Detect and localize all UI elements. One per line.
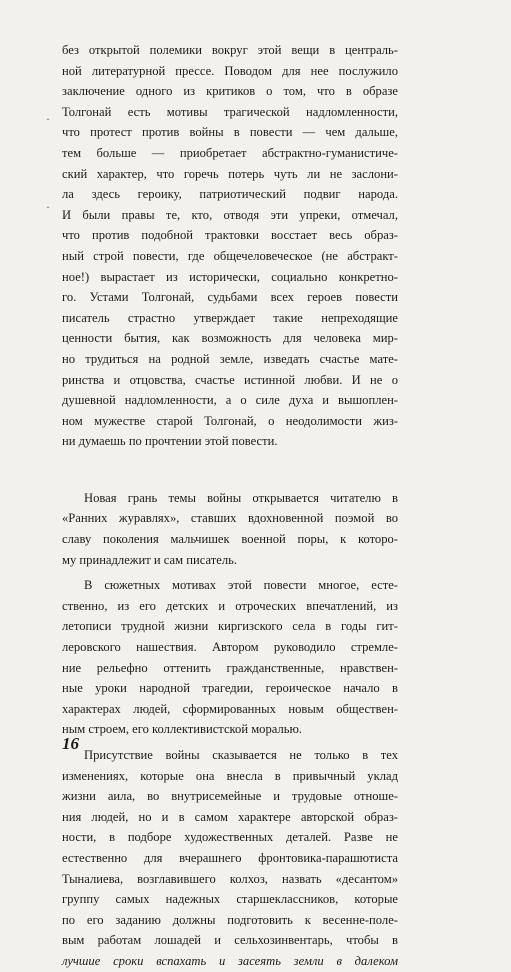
text-line: го. Устами Толгонай, судьбами всех героев повести xyxy=(62,290,398,305)
text-line: му принадлежит и сам писатель. xyxy=(62,552,237,567)
text-line: Толгонай есть мотивы трагической надломленности, xyxy=(62,104,398,119)
text-line: что протест против войны в повести — чем дальше, xyxy=(62,125,398,140)
text-line: ный строй повести, где общечеловеческое (не абстракт- xyxy=(62,248,398,263)
text-line: «Ранних журавлях», ставших вдохновенной поэмой во xyxy=(62,511,398,526)
text-line: характерах людей, сформированных новым обществен- xyxy=(62,701,398,716)
paragraph-2 xyxy=(62,488,398,570)
text-line: заключение одного из критиков о том, что в образе xyxy=(62,84,398,99)
text-line: леровского нашествия. Автором руководило стремле- xyxy=(62,640,398,655)
text-line: В сюжетных мотивах этой повести многое, есте- xyxy=(84,578,398,593)
text-line: но трудиться на родной земле, изведать счастье мате- xyxy=(62,351,398,366)
paragraph-1 xyxy=(62,40,398,452)
text-line: ной литературной прессе. Поводом для нее послужило xyxy=(62,63,398,78)
section-gap xyxy=(62,452,398,488)
text-line: изменениях, которые она внесла в привычный уклад xyxy=(62,768,398,783)
text-line: ности, в подборе художественных деталей. Разве не xyxy=(62,830,398,845)
text-line: Тыналиева, возглавившего колхоз, назвать «десантом» xyxy=(62,871,398,886)
text-line: писатель страстно утверждает такие непреходящие xyxy=(62,310,398,325)
text-line: ский характер, что горечь потерь чуть ли не заслони- xyxy=(62,166,398,181)
paragraph-3 xyxy=(62,575,398,740)
text-line: ным строем, его коллективистской моралью. xyxy=(62,722,303,737)
text-line: Новая грань темы войны открывается читателю в xyxy=(84,490,398,505)
text-line: ное!) вырастает из исторически, социально конкретно- xyxy=(62,269,398,284)
text-line: по его заданию должны подготовить к весенне-поле- xyxy=(62,912,398,927)
text-line: ственно, из его детских и отроческих впечатлений, из xyxy=(62,598,398,613)
text-line: И были правы те, кто, отводя эти упреки, отмечал, xyxy=(62,207,398,222)
text-line: Присутствие войны сказывается не только в тех xyxy=(84,748,398,762)
text-line: ные уроки народной трагедии, героическое начало в xyxy=(62,681,398,696)
text-line: ценности бытия, как возможность для человека мир- xyxy=(62,331,398,346)
text-line: ла здесь героику, патриотический подвиг народа. xyxy=(62,187,398,202)
paragraph-4 xyxy=(62,745,398,972)
text-line: вым работам лошадей и сельхозинвентарь, чтобы в xyxy=(62,933,398,948)
text-line: тем больше — приобретает абстрактно-гуманистиче- xyxy=(62,145,398,160)
text-line: славу поколения мальчишек военной поры, к которо- xyxy=(62,532,398,547)
text-line: ном мужестве старой Толгонай, о неодолимости жиз- xyxy=(62,413,398,428)
text-line: душевной надломленности, а о силе духа и вышоплен- xyxy=(62,393,398,408)
text-line: ния людей, но и в самом характере авторской образ- xyxy=(62,809,398,824)
text-line: без открытой полемики вокруг этой вещи в централь- xyxy=(62,43,398,57)
page-number: 16 xyxy=(62,734,79,753)
text-line: естественно для вчерашнего фронтовика-парашютиста xyxy=(62,850,398,865)
text-line: ние рельефно оттенить гражданственные, нравствен- xyxy=(62,660,398,675)
margin-mark: · xyxy=(46,200,50,214)
text-line: лучшие сроки вспахать и засеять земли в далеком xyxy=(62,953,398,968)
text-line: жизни аила, во внутрисемейные и трудовые отноше- xyxy=(62,789,398,804)
text-line: ринства и отцовства, счастье истинной любви. И не о xyxy=(62,372,398,387)
text-line: что против подобной трактовки восстает весь образ- xyxy=(62,228,398,243)
margin-mark: · xyxy=(46,112,50,126)
text-line: ни думаешь по прочтении этой повести. xyxy=(62,434,278,449)
text-line: летописи трудной жизни киргизского села в годы гит- xyxy=(62,619,398,634)
text-line: группу самых надежных старшеклассников, которые xyxy=(62,892,398,907)
page-text xyxy=(62,40,398,972)
